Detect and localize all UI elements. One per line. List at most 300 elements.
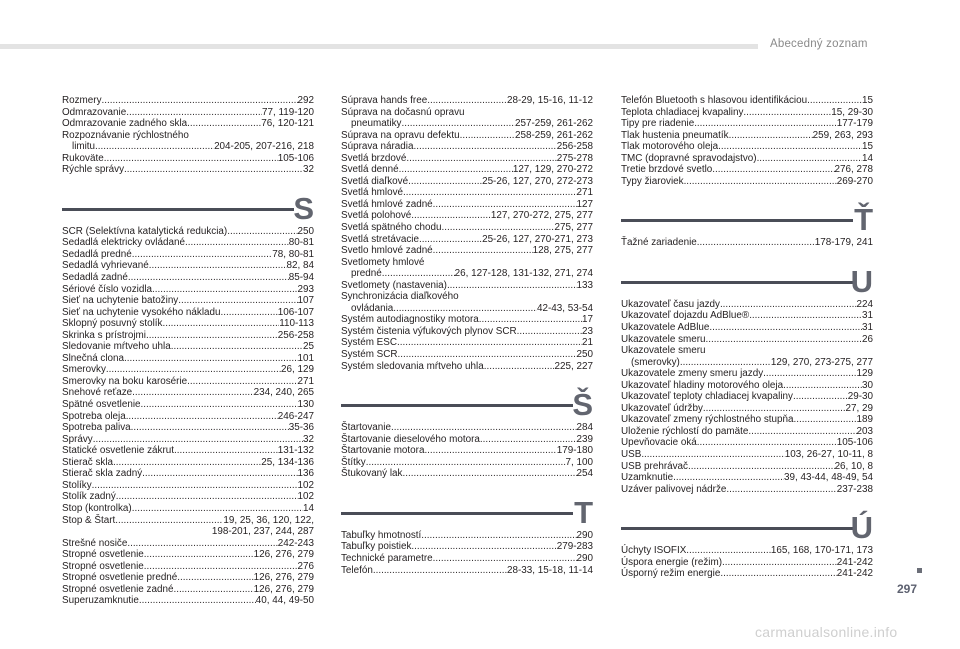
leader-dots xyxy=(106,364,281,376)
index-entry-pages: 14 xyxy=(303,502,314,514)
leader-dots xyxy=(131,422,289,434)
index-entry-pages: 275-278 xyxy=(556,152,593,164)
index-entry xyxy=(621,176,873,188)
index-entry-term: Súprava na dočasnú opravu xyxy=(341,106,465,118)
leader-dots xyxy=(729,130,813,142)
leader-dots xyxy=(132,249,273,261)
index-entry xyxy=(62,260,314,272)
leader-dots xyxy=(408,176,482,188)
index-entry-term: Strešné nosiče xyxy=(62,537,128,549)
index-entry-pages: 224 xyxy=(856,298,873,310)
index-entry-pages: 110-113 xyxy=(279,318,314,330)
index-entry xyxy=(62,272,314,284)
index-entry-pages: 257-259, 261-262 xyxy=(515,118,593,130)
index-entry-pages: 28-29, 15-16, 11-12 xyxy=(506,95,593,106)
index-entry-term: Svetlá diaľkové xyxy=(341,175,409,187)
top-decorative-bar xyxy=(0,44,758,49)
index-entry xyxy=(62,237,314,249)
index-entry xyxy=(341,107,593,130)
index-entry xyxy=(62,434,314,446)
leader-dots xyxy=(177,572,253,584)
index-entry xyxy=(62,480,314,492)
leader-dots xyxy=(144,561,298,573)
index-entry-term: Stop (kontrolka) xyxy=(62,502,132,514)
index-entry-term: Sedadlá zadné xyxy=(62,272,128,284)
index-entry-term: Superuzamknutie xyxy=(62,595,139,607)
index-entry-pages: 131-132 xyxy=(277,445,314,457)
index-entry-term: Stolíky xyxy=(62,479,92,491)
index-entry-pages: 271 xyxy=(576,187,593,199)
index-entry-pages: 106-107 xyxy=(277,306,314,318)
index-entry xyxy=(62,503,314,515)
leader-dots xyxy=(718,141,862,153)
leader-dots xyxy=(686,545,771,557)
index-entry xyxy=(62,364,314,376)
index-entry-term: Tabuľky poistiek xyxy=(341,541,412,553)
index-entry xyxy=(62,130,314,153)
index-entry-pages: 259, 263, 293 xyxy=(812,129,873,141)
index-entry-term: Úchyty ISOFIX xyxy=(621,545,687,557)
index-entry-term: Synchronizácia diaľkového xyxy=(341,291,459,303)
index-entry-pages: 82, 84 xyxy=(286,260,314,272)
index-entry-term: Ukazovateľ hladiny motorového oleja xyxy=(621,379,784,391)
index-entry xyxy=(62,307,314,319)
leader-dots xyxy=(433,245,533,257)
index-entry-term: Svetlá spätného chodu xyxy=(341,222,442,234)
section-rule xyxy=(621,527,853,530)
leader-dots xyxy=(688,461,835,473)
index-entry-term: Svetlomety (nastavenia) xyxy=(341,279,447,291)
leader-dots xyxy=(433,553,577,565)
index-entry xyxy=(341,422,593,434)
index-entry-term: Ukazovatele AdBlue xyxy=(621,322,710,334)
index-entry xyxy=(62,387,314,399)
leader-dots xyxy=(419,234,482,246)
index-entry-pages: 25-26, 127, 270, 272-273 xyxy=(482,175,593,187)
index-entry-continuation: limitu xyxy=(72,141,96,153)
leader-dots xyxy=(187,118,261,130)
index-entry xyxy=(341,314,593,326)
index-entry xyxy=(341,553,593,565)
index-entry xyxy=(621,345,873,368)
leader-dots xyxy=(174,445,278,457)
index-entry-term: Štartovanie dieselového motora xyxy=(341,433,480,445)
leader-dots xyxy=(93,434,303,446)
index-entry xyxy=(62,249,314,261)
index-entry-term: Uzamknutie xyxy=(621,472,674,484)
leader-dots xyxy=(102,95,298,107)
index-entry xyxy=(341,210,593,222)
index-entry xyxy=(62,226,314,238)
index-entry-pages: 165, 168, 170-171, 173 xyxy=(770,545,873,557)
index-entry-term: Smerovky xyxy=(62,364,106,376)
leader-dots xyxy=(726,484,836,496)
leader-dots xyxy=(178,295,297,307)
index-entry-term: Ukazovateľ zmeny rýchlostného stupňa xyxy=(621,414,794,426)
index-entry xyxy=(341,280,593,292)
index-entry xyxy=(621,403,873,415)
index-entry-pages: 242-243 xyxy=(277,537,314,549)
leader-dots xyxy=(684,176,837,188)
leader-dots xyxy=(709,322,862,334)
index-entry-pages: 292 xyxy=(297,95,314,106)
index-entry-term: Svetlo hmlové zadné xyxy=(341,245,433,257)
index-entry xyxy=(62,457,314,469)
index-entry-pages: 85-94 xyxy=(288,272,314,284)
index-entry xyxy=(621,141,873,153)
index-entry-term: Ťažné zariadenie xyxy=(621,237,697,249)
index-entry-term: Úspora energie (režim) xyxy=(621,556,722,568)
index-entry-pages: 126, 276, 279 xyxy=(253,572,314,584)
index-entry xyxy=(621,461,873,473)
leader-dots xyxy=(479,314,582,326)
index-entry-term: Stropné osvetlenie zadné xyxy=(62,583,174,595)
index-entry-pages: 203 xyxy=(856,425,873,437)
index-entry xyxy=(621,484,873,496)
index-entry-pages: 27, 29 xyxy=(845,402,873,414)
watermark: carmanualsonline.info xyxy=(755,624,898,640)
index-entry-term: Rukoväte xyxy=(62,152,104,164)
leader-dots xyxy=(421,530,576,542)
index-entry-pages: 254 xyxy=(576,468,593,480)
index-entry-term: Svetlá stretávacie xyxy=(341,233,419,245)
index-entry-term: Odmrazovanie zadného skla xyxy=(62,118,188,130)
index-entry-pages: 239 xyxy=(576,433,593,445)
index-entry-term: Ukazovateľ teploty chladiacej kvapaliny xyxy=(621,391,793,403)
index-entry xyxy=(62,164,314,176)
leader-dots xyxy=(144,549,254,561)
index-entry xyxy=(341,187,593,199)
leader-dots xyxy=(171,341,303,353)
section-header xyxy=(621,259,873,299)
index-entry xyxy=(621,95,873,107)
leader-dots xyxy=(116,491,298,503)
index-entry xyxy=(341,95,593,107)
leader-dots xyxy=(92,480,298,492)
index-entry-term: Sedadlá vyhrievané xyxy=(62,260,149,272)
index-entry-pages: 101 xyxy=(297,352,314,364)
index-entry xyxy=(621,545,873,557)
index-entry-term: Systém autodiagnostiky motora xyxy=(341,314,479,326)
leader-dots xyxy=(411,210,491,222)
index-entry xyxy=(62,295,314,307)
index-entry-term: Skrinka s prístrojmi xyxy=(62,329,146,341)
index-entry-pages: 31 xyxy=(862,310,873,322)
index-entry-term: Upevňovacie oká xyxy=(621,437,697,449)
index-entry-pages: 250 xyxy=(576,349,593,361)
index-entry-continuation: ovládania xyxy=(351,302,394,314)
index-entry-term: Sledovanie mŕtveho uhla xyxy=(62,341,171,353)
index-entry xyxy=(621,557,873,569)
index-entry-term: Sedadlá elektricky ovládané xyxy=(62,237,185,249)
index-entry-pages: 32 xyxy=(303,164,314,176)
leader-dots xyxy=(402,118,516,130)
index-entry xyxy=(621,391,873,403)
index-entry xyxy=(621,153,873,165)
leader-dots xyxy=(115,515,223,527)
index-entry xyxy=(62,515,314,538)
index-entry xyxy=(341,434,593,446)
index-entry-term: Svetlá denné xyxy=(341,164,399,176)
leader-dots xyxy=(221,307,278,319)
index-entry-term: Svetlá hmlové xyxy=(341,187,404,199)
index-entry xyxy=(62,376,314,388)
index-entry xyxy=(621,299,873,311)
leader-dots xyxy=(427,95,507,107)
index-entry-term: Spätné osvetlenie xyxy=(62,399,141,411)
index-entry-term: Ukazovateľ dojazdu AdBlue® xyxy=(621,310,750,322)
index-entry xyxy=(621,449,873,461)
leader-dots xyxy=(517,326,582,338)
index-entry xyxy=(62,491,314,503)
index-entry-pages: 39, 43-44, 48-49, 54 xyxy=(784,472,873,484)
index-entry-term: Štukovaný lak xyxy=(341,468,403,480)
index-entry-pages: 26, 127-128, 131-132, 271, 274 xyxy=(454,268,593,280)
index-entry-pages: 258-259, 261-262 xyxy=(515,129,593,141)
index-entry-pages: 293 xyxy=(297,283,314,295)
index-entry-pages: 31 xyxy=(862,322,873,334)
index-entry-term: Spotreba oleja xyxy=(62,410,126,422)
index-entry-pages: 105-106 xyxy=(277,152,314,164)
index-entry xyxy=(62,399,314,411)
index-entry-term: Rozpoznávanie rýchlostného xyxy=(62,129,189,141)
index-entry-term: Sieť na uchytenie vysokého nákladu xyxy=(62,306,221,318)
leader-dots xyxy=(697,437,837,449)
index-entry-term: Súprava hands free xyxy=(341,95,428,106)
leader-dots xyxy=(95,141,214,153)
index-entry-term: Stierač skla xyxy=(62,456,114,468)
index-entry xyxy=(621,426,873,438)
leader-dots xyxy=(794,414,857,426)
section-rule xyxy=(62,208,294,211)
leader-dots xyxy=(132,387,253,399)
index-entry xyxy=(341,164,593,176)
index-entry-pages: 127 xyxy=(576,198,593,210)
index-entry-pages: 76, 120-121 xyxy=(261,118,314,130)
index-entry xyxy=(621,568,873,580)
leader-dots xyxy=(406,153,556,165)
index-entry-pages: 7, 100 xyxy=(565,456,593,468)
index-entry-pages: 178-179, 241 xyxy=(814,237,873,249)
index-entry-pages: 256-258 xyxy=(556,141,593,153)
leader-dots xyxy=(162,318,279,330)
leader-dots xyxy=(697,237,815,249)
index-entry-pages: 290 xyxy=(576,552,593,564)
leader-dots xyxy=(104,153,278,165)
index-entry xyxy=(62,549,314,561)
leader-dots xyxy=(124,164,303,176)
index-entry-term: Typy žiaroviek xyxy=(621,175,684,187)
index-entry-pages: 28-33, 15-18, 11-14 xyxy=(506,564,593,576)
leader-dots xyxy=(142,468,297,480)
index-entry xyxy=(341,257,593,280)
index-column-1 xyxy=(62,95,314,607)
index-entry xyxy=(62,572,314,584)
index-column-3 xyxy=(621,95,873,580)
index-entry-pages: 29-30 xyxy=(847,391,873,403)
leader-dots xyxy=(139,595,256,607)
index-entry-term: Systém SCR xyxy=(341,349,398,361)
page-title: Abecedný zoznam xyxy=(770,38,868,50)
index-entry-term: Úsporný režim energie xyxy=(621,568,721,580)
leader-dots xyxy=(402,468,576,480)
index-entry xyxy=(621,472,873,484)
index-entry xyxy=(621,334,873,346)
index-entry xyxy=(62,584,314,596)
index-entry-pages: 107 xyxy=(297,295,314,307)
index-entry-term: Svetlá hmlové zadné xyxy=(341,198,433,210)
index-entry-term: Stropné osvetlenie xyxy=(62,560,144,572)
index-entry-pages: 130 xyxy=(297,399,314,411)
leader-dots xyxy=(447,280,577,292)
leader-dots xyxy=(413,141,556,153)
leader-dots xyxy=(173,584,253,596)
index-entry-pages: 250 xyxy=(297,225,314,237)
index-entry-pages: 25 xyxy=(303,341,314,353)
index-entry-pages: 129, 270, 273-275, 277 xyxy=(770,356,873,368)
index-entry-term: Svetlá brzdové xyxy=(341,152,407,164)
index-entry-term: Štartovanie motora xyxy=(341,445,425,457)
index-entry xyxy=(341,361,593,373)
index-entry xyxy=(341,337,593,349)
index-entry-pages: 26, 10, 8 xyxy=(834,460,873,472)
index-entry-pages: 23 xyxy=(582,325,593,337)
index-entry-pages: 127, 270-272, 275, 277 xyxy=(490,210,593,222)
index-entry-pages: 133 xyxy=(576,279,593,291)
index-entry-term: USB xyxy=(621,449,642,461)
leader-dots xyxy=(703,403,846,415)
leader-dots xyxy=(382,268,455,280)
index-entry xyxy=(62,330,314,342)
index-entry xyxy=(341,541,593,553)
index-entry-pages: 15 xyxy=(862,141,873,153)
index-entry-term: Rýchle správy xyxy=(62,164,125,176)
leader-dots xyxy=(441,222,554,234)
index-entry xyxy=(341,326,593,338)
index-entry xyxy=(62,561,314,573)
index-entry-term: Tipy pre riadenie xyxy=(621,118,695,130)
index-entry-pages: 35-36 xyxy=(288,422,314,434)
index-entry-term: Ukazovateľ údržby xyxy=(621,402,703,414)
index-entry xyxy=(62,468,314,480)
index-entry-pages: 271 xyxy=(297,375,314,387)
index-entry xyxy=(621,118,873,130)
index-entry-term: Spotreba paliva xyxy=(62,422,131,434)
index-entry-pages: 102 xyxy=(297,479,314,491)
index-entry xyxy=(62,95,314,107)
index-entry xyxy=(341,565,593,577)
leader-dots xyxy=(720,568,836,580)
page-number: 297 xyxy=(897,582,918,596)
index-entry-pages: 189 xyxy=(856,414,873,426)
index-entry-term: Systém ESC xyxy=(341,337,397,349)
index-entry-pages: 256-258 xyxy=(277,329,314,341)
index-entry-pages: 102 xyxy=(297,491,314,503)
index-entry-term: Sklopný posuvný stolík xyxy=(62,318,163,330)
index-entry-term: Stolík zadný xyxy=(62,491,116,503)
leader-dots xyxy=(460,130,515,142)
index-entry xyxy=(621,164,873,176)
index-entry-pages: 32 xyxy=(303,433,314,445)
index-entry-term: Ukazovatele smeru xyxy=(621,333,706,345)
index-entry xyxy=(341,468,593,480)
index-entry-term: SCR (Selektívna katalytická redukcia) xyxy=(62,225,228,237)
index-entry xyxy=(341,245,593,257)
section-rule xyxy=(621,281,853,284)
index-entry-pages-continued: 198-201, 237, 244, 287 xyxy=(211,526,314,538)
index-entry xyxy=(341,199,593,211)
section-letter: T xyxy=(574,494,593,530)
section-letter: Š xyxy=(572,387,593,423)
index-entry-term: Sieť na uchytenie batožiny xyxy=(62,295,179,307)
leader-dots xyxy=(373,565,507,577)
index-entry xyxy=(62,341,314,353)
index-entry-term: Tlak hustenia pneumatík xyxy=(621,129,729,141)
leader-dots xyxy=(793,391,848,403)
index-entry-term: Technické parametre xyxy=(341,552,433,564)
index-entry-pages: 103, 26-27, 10-11, 8 xyxy=(784,449,873,461)
index-entry-term: Sedadlá predné xyxy=(62,248,132,260)
index-entry-pages: 26, 129 xyxy=(281,364,314,376)
page-marker xyxy=(917,568,922,573)
index-entry-term: Tabuľky hmotností xyxy=(341,529,422,541)
index-entry xyxy=(62,153,314,165)
index-entry-pages: 14 xyxy=(862,152,873,164)
index-entry-pages: 21 xyxy=(582,337,593,349)
index-entry xyxy=(621,310,873,322)
index-entry-pages: 279-283 xyxy=(556,541,593,553)
index-entry-term: Systém čistenia výfukových plynov SCR xyxy=(341,325,517,337)
section-header xyxy=(621,505,873,545)
index-entry-pages: 78, 80-81 xyxy=(272,248,314,260)
leader-dots xyxy=(749,310,862,322)
index-entry-pages: 284 xyxy=(576,422,593,434)
index-entry-pages: 128, 275, 277 xyxy=(532,245,593,257)
index-entry-pages: 19, 25, 36, 120, 122, xyxy=(223,514,314,526)
leader-dots xyxy=(391,422,577,434)
index-entry xyxy=(62,107,314,119)
leader-dots xyxy=(132,503,303,515)
index-entry-term: Stropné osvetlenie xyxy=(62,549,144,561)
index-entry-term: Ukazovateľ času jazdy xyxy=(621,298,720,310)
index-entry-term: Súprava náradia xyxy=(341,141,414,153)
index-entry-term: Ukazovatele smeru xyxy=(621,345,706,357)
index-entry-pages: 246-247 xyxy=(277,410,314,422)
index-entry xyxy=(62,595,314,607)
index-entry-term: Telefón Bluetooth s hlasovou identifikáciou xyxy=(621,95,808,106)
section-header xyxy=(62,186,314,226)
index-entry-term: Štítky xyxy=(341,456,366,468)
index-entry-pages: 25-26, 127, 270-271, 273 xyxy=(482,233,593,245)
leader-dots xyxy=(424,445,556,457)
index-entry-term: Systém sledovania mŕtveho uhla xyxy=(341,360,484,372)
index-entry xyxy=(621,437,873,449)
index-entry-pages: 77, 119-120 xyxy=(262,106,314,118)
index-entry-term: TMC (dopravné spravodajstvo) xyxy=(621,152,757,164)
index-entry xyxy=(341,234,593,246)
index-entry-term: Rozmery xyxy=(62,95,102,106)
index-entry-pages: 26 xyxy=(862,333,873,345)
index-entry-pages: 25, 134-136 xyxy=(261,456,314,468)
index-entry-pages: 241-242 xyxy=(836,556,873,568)
index-entry-pages: 126, 276, 279 xyxy=(253,549,314,561)
section-letter: S xyxy=(293,190,314,226)
index-entry-term: Štartovanie xyxy=(341,422,391,434)
index-entry xyxy=(62,353,314,365)
section-letter: U xyxy=(850,263,873,299)
leader-dots xyxy=(227,226,297,238)
leader-dots xyxy=(641,449,784,461)
